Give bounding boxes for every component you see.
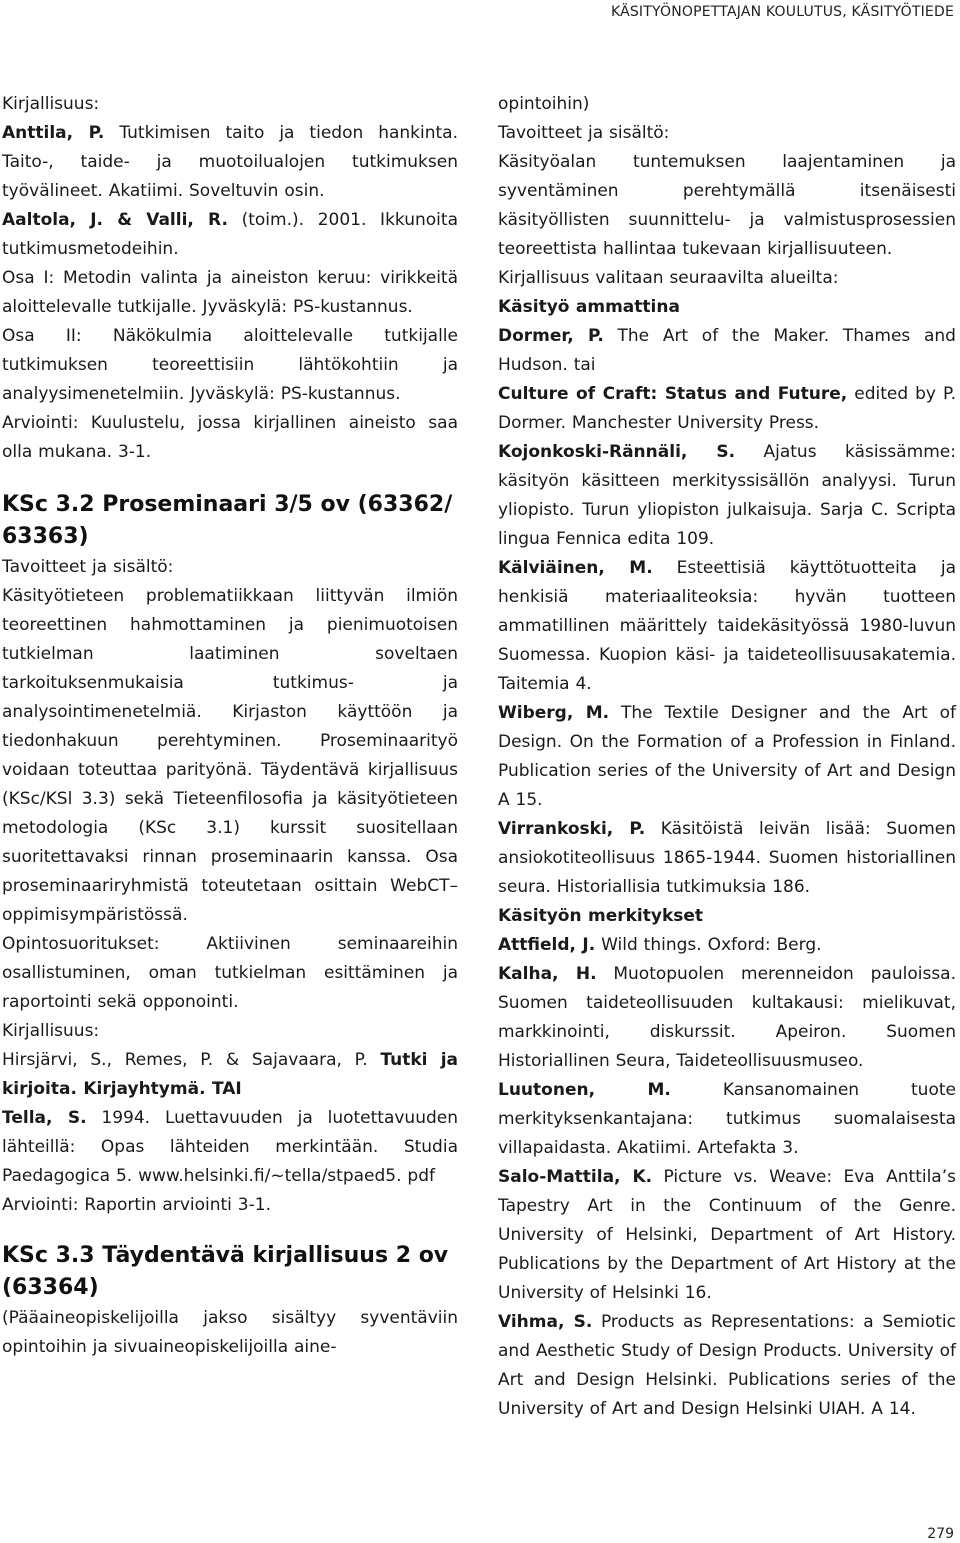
reference-item xyxy=(498,554,956,699)
ref-author: Anttila, P. xyxy=(2,123,105,143)
section-intro: (Pääaineopiskelijoilla jakso sisältyy syventäviin opintoihin ja sivuaineopiskelijoilla aine- xyxy=(2,1308,458,1357)
reference-item xyxy=(498,960,956,1076)
ref-author: Aaltola, J. & Valli, R. xyxy=(2,210,228,230)
reference-anttila xyxy=(2,119,458,206)
reference-item xyxy=(498,438,956,554)
ref-author: Virrankoski, P. xyxy=(498,819,646,839)
section-heading-ksc33: KSc 3.3 Täydentävä kirjallisuus 2 ov (63364) xyxy=(2,1243,449,1300)
goals-text: Käsityöalan tuntemuksen laajentaminen ja syventäminen perehtymällä itsenäisesti käsityöllisten suunnittelu- ja valmistusprosessien teoreettista hallintaa tukevaan kirjallisuuteen. xyxy=(498,152,956,259)
ref-text: (toim.). 2001. Ikkunoita tutkimusmetodeihin. xyxy=(2,210,458,259)
intro-continuation: opintoihin) xyxy=(498,94,590,114)
reference-item xyxy=(498,1076,956,1163)
goals-label: Tavoitteet ja sisältö: xyxy=(498,123,670,143)
ref-author: Salo-Mattila, K. xyxy=(498,1167,653,1187)
category-heading: Käsityö ammattina xyxy=(498,297,680,317)
reference-item xyxy=(498,322,956,380)
ref-author: Vihma, S. xyxy=(498,1312,593,1332)
reference-item xyxy=(498,931,956,960)
category-heading: Käsityön merkitykset xyxy=(498,906,704,926)
ref-text: Kansanomainen tuote merkityksenkantajana: tutkimus suomalaisesta villapaidasta. Akatiimi. Artefakta 3. xyxy=(498,1080,956,1158)
ref-author: Hirsjärvi, S., Remes, P. & Sajavaara, P. xyxy=(2,1050,381,1070)
ref-author: Tella, S. xyxy=(2,1108,87,1128)
ref-text: Muotopuolen merenneidon pauloissa. Suomen taideteollisuuden kultakausi: mielikuvat, markkinointi, diskurssit. Apeiron. Suomen Historiallinen Seura, Taideteollisuusmuseo. xyxy=(498,964,956,1071)
reference-item xyxy=(498,699,956,815)
ref-title: Tutki ja kirjoita. Kirjayhtymä. TAI xyxy=(2,1050,458,1099)
reference-item xyxy=(498,1308,956,1424)
reference-item xyxy=(498,1163,956,1308)
ref-text: The Art of the Maker. Thames and Hudson. tai xyxy=(498,326,956,375)
study-requirements: Opintosuoritukset: Aktiivinen seminaareihin osallistuminen, oman tutkielman esittäminen ja raportointi sekä opponointi. xyxy=(2,934,458,1012)
ref-author: Luutonen, M. xyxy=(498,1080,671,1100)
reference-hirsjarvi xyxy=(2,1046,458,1104)
goals-text: Käsityötieteen problematiikkaan liittyvän ilmiön teoreettinen hahmottaminen ja pienimuotoisen tutkielman laatiminen soveltaen tarkoituksenmukaisia tutkimus- ja analysointimenetelmiä. Kirjaston käyttöön ja tiedonhakuun perehtyminen. Proseminaarityö voidaan toteuttaa parityönä. Täydentävä kirjallisuus (KSc/KSl 3.3) sekä Tieteenfilosofia ja käsityötieteen metodologia (KSc 3.1) kurssit suositellaan suoritettavaksi rinnan proseminaarin kanssa. Osa proseminaariryhmistä toteutetaan osittain WebCT–oppimisympäristössä. xyxy=(2,586,458,925)
ref-author: Attfield, J. xyxy=(498,935,596,955)
ref-text: 1994. Luettavuuden ja luotettavuuden lähteillä: Opas lähteiden merkintään. Studia Paedagogica 5. www.helsinki.fi/~tella/stpaed5. pdf xyxy=(2,1108,459,1186)
ref-author: Culture of Craft: Status and Future, xyxy=(498,384,848,404)
reference-item xyxy=(498,815,956,902)
page-number: 279 xyxy=(927,1526,954,1542)
ref-text: edited by P. Dormer. Manchester University Press. xyxy=(498,384,956,433)
ref-text: Käsitöistä leivän lisää: Suomen ansiokotiteollisuus 1865-1944. Suomen historiallinen seura. Historiallisia tutkimuksia 186. xyxy=(498,819,956,897)
section-heading-ksc32: KSc 3.2 Proseminaari 3/5 ov (63362/ 63363) xyxy=(2,492,453,549)
ref-text: The Textile Designer and the Art of Design. On the Formation of a Profession in Finland. Publication series of the University of Art and Design A 15. xyxy=(498,703,956,810)
running-header: KÄSITYÖNOPETTAJAN KOULUTUS, KÄSITYÖTIEDE xyxy=(610,4,954,20)
ref-text: Esteettisiä käyttötuotteita ja henkisiä materiaaliteoksia: hyvän tuotteen ammatillinen määrittely taidekäsityössä 1980-luvun Suomessa. Kuopion käsi- ja taideteollisuusakatemia. Taitemia 4. xyxy=(498,558,957,694)
ref-author: Dormer, P. xyxy=(498,326,604,346)
ref-author: Kalha, H. xyxy=(498,964,597,984)
ref-text: Wild things. Oxford: Berg. xyxy=(595,935,822,955)
left-column xyxy=(2,90,458,1362)
ref-author: Kälviäinen, M. xyxy=(498,558,653,578)
goals-label: Tavoitteet ja sisältö: xyxy=(2,557,174,577)
literature-label: Kirjallisuus: xyxy=(2,94,100,114)
ref-author: Wiberg, M. xyxy=(498,703,610,723)
ref-text: Tutkimisen taito ja tiedon hankinta. Taito-, taide- ja muotoilualojen tutkimuksen työvälineet. Akatiimi. Soveltuvin osin. xyxy=(2,123,459,201)
right-column xyxy=(498,90,956,1424)
reference-item xyxy=(498,380,956,438)
selection-instruction: Kirjallisuus valitaan seuraavilta alueilta: xyxy=(498,268,839,288)
assessment-text: Arviointi: Kuulustelu, jossa kirjallinen aineisto saa olla mukana. 3-1. xyxy=(2,413,458,462)
reference-aaltola-part1: Osa I: Metodin valinta ja aineiston keruu: virikkeitä aloittelevalle tutkijalle. Jyväskylä: PS-kustannus. xyxy=(2,268,458,317)
ref-text: Ajatus käsissämme: käsityön käsitteen merkityssisällön analyysi. Turun yliopisto. Turun yliopiston julkaisuja. Sarja C. Scripta lingua Fennica edita 109. xyxy=(498,442,956,549)
reference-aaltola-part2: Osa II: Näkökulmia aloittelevalle tutkijalle tutkimuksen teoreettisiin lähtökohtiin ja analyysimenetelmiin. Jyväskylä: PS-kustannus. xyxy=(2,326,458,404)
reference-tella xyxy=(2,1104,458,1191)
ref-text: Picture vs. Weave: Eva Anttila’s Tapestry Art in the Continuum of the Genre. University of Helsinki, Department of Art History. Publications by the Department of Art History at the University of Helsinki 16. xyxy=(498,1167,956,1303)
assessment-text: Arviointi: Raportin arviointi 3-1. xyxy=(2,1195,271,1215)
ref-author: Kojonkoski-Rännäli, S. xyxy=(498,442,736,462)
reference-aaltola xyxy=(2,206,458,264)
ref-text: Products as Representations: a Semiotic and Aesthetic Study of Design Products. University of Art and Design Helsinki. Publications series of the University of Art and Design Helsinki UIAH. A 14. xyxy=(498,1312,956,1419)
literature-label: Kirjallisuus: xyxy=(2,1021,100,1041)
